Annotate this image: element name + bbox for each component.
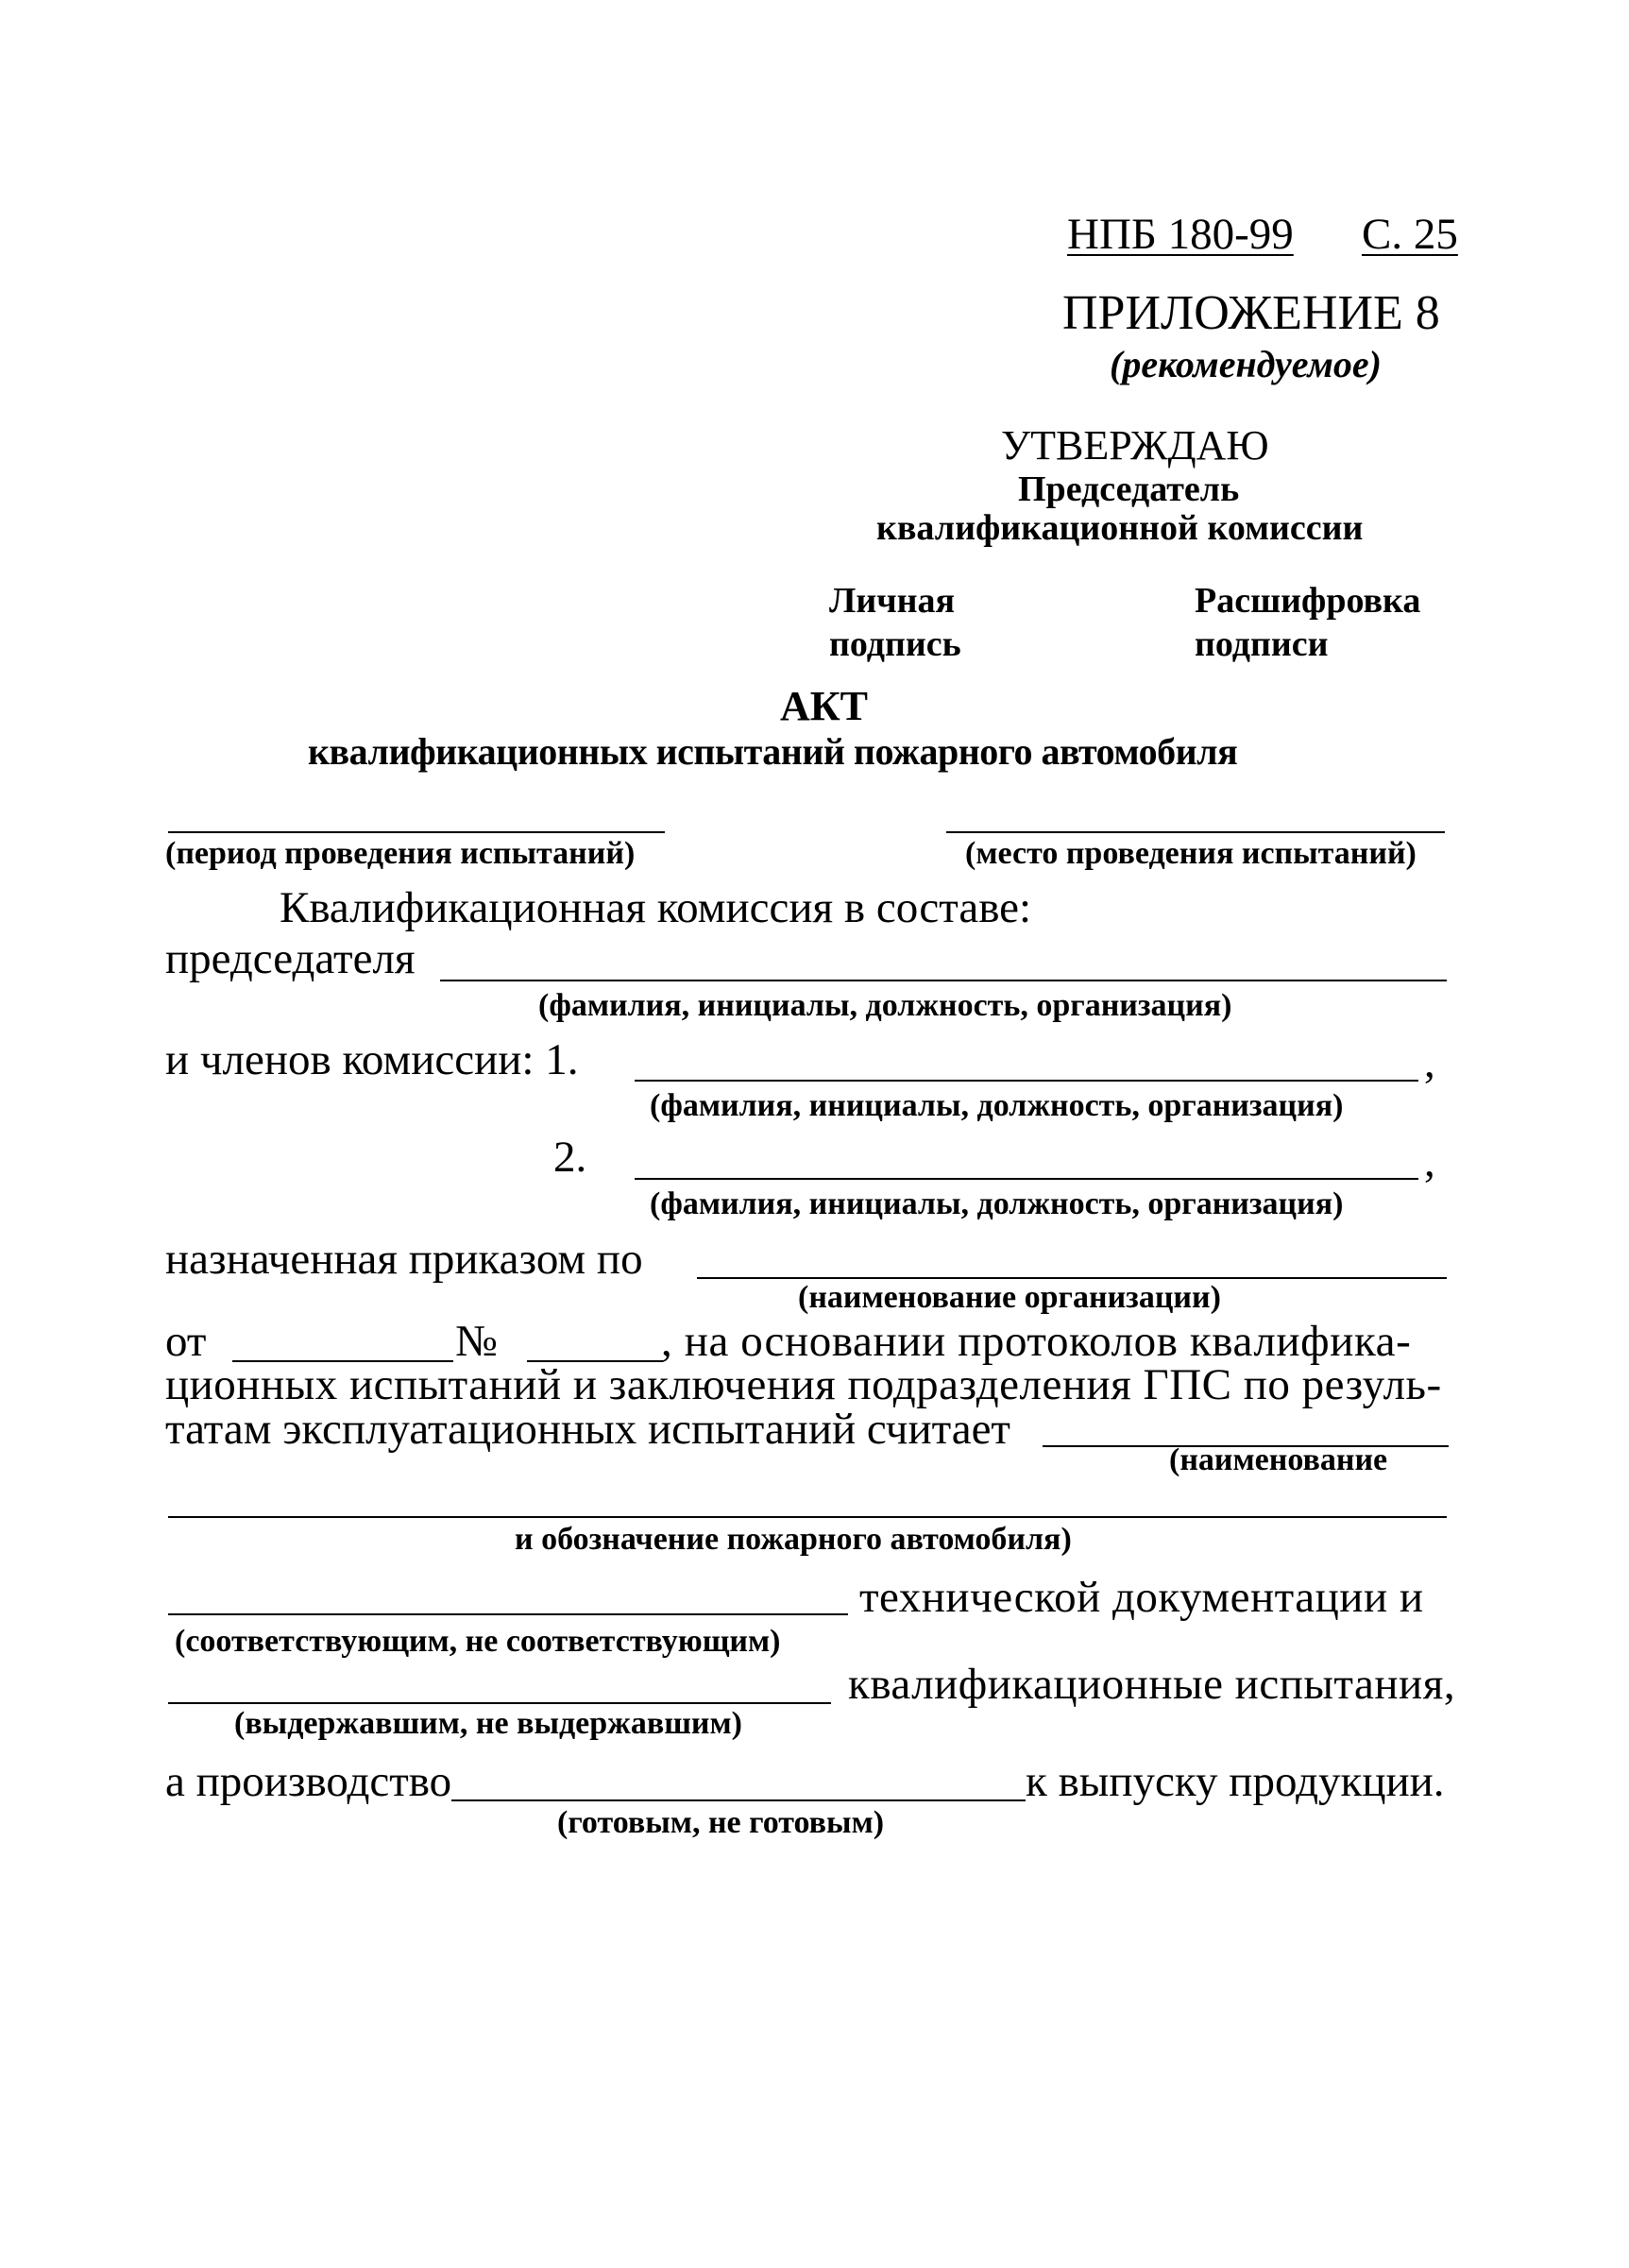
approver-role-line2: квалификационной комиссии xyxy=(876,508,1364,548)
from-label: от xyxy=(165,1317,207,1366)
chairman-field-line[interactable] xyxy=(440,980,1447,981)
member-1-field-line[interactable] xyxy=(635,1080,1418,1082)
production-label: а производство xyxy=(165,1757,452,1806)
vehicle-designation-field-line[interactable] xyxy=(168,1516,1447,1518)
number-sign: № xyxy=(455,1317,498,1366)
tech-docs-text: технической документации и xyxy=(859,1573,1424,1622)
body-line-3: татам эксплуатационных испытаний считает xyxy=(165,1405,1010,1454)
passed-field-line[interactable] xyxy=(168,1702,831,1704)
document-subtitle: квалификационных испытаний пожарного автомобиля xyxy=(308,730,1238,773)
signature-label: Личная xyxy=(829,581,956,621)
decoding-label-2: подписи xyxy=(1195,624,1329,664)
approver-role-line1: Председатель xyxy=(1018,469,1240,509)
document-title: АКТ xyxy=(779,683,869,729)
basis-text: , на основании протоколов квалифика- xyxy=(661,1317,1412,1366)
members-label: и членов комиссии: 1. xyxy=(165,1035,579,1084)
member-2-number: 2. xyxy=(553,1133,587,1182)
organization-caption: (наименование организации) xyxy=(798,1280,1221,1315)
page-number: С. 25 xyxy=(1362,210,1458,259)
organization-field-line[interactable] xyxy=(697,1277,1447,1279)
conformity-caption: (соответствующим, не соответствующим) xyxy=(175,1624,781,1659)
to-release-text: к выпуску продукции. xyxy=(1026,1757,1445,1806)
place-caption: (место проведения испытаний) xyxy=(965,836,1417,871)
naming-caption-part1: (наименование xyxy=(1169,1442,1388,1477)
period-field-line[interactable] xyxy=(168,831,665,833)
readiness-field-line[interactable] xyxy=(451,1799,1026,1801)
qual-tests-text: квалификационные испытания, xyxy=(848,1660,1456,1709)
appointed-label: назначенная приказом по xyxy=(165,1235,643,1284)
conformity-field-line[interactable] xyxy=(168,1613,848,1615)
member-2-caption: (фамилия, инициалы, должность, организация) xyxy=(650,1186,1344,1221)
body-line-2: ционных испытаний и заключения подразделения ГПС по резуль- xyxy=(165,1360,1442,1409)
member-1-comma: , xyxy=(1424,1038,1435,1087)
naming-caption-part2: и обозначение пожарного автомобиля) xyxy=(515,1522,1072,1557)
doc-number: НПБ 180-99 xyxy=(1067,210,1294,259)
commission-intro: Квалификационная комиссия в составе: xyxy=(280,883,1032,932)
chairman-label: председателя xyxy=(165,934,416,983)
appendix-title: ПРИЛОЖЕНИЕ 8 xyxy=(1062,286,1440,340)
decoding-label: Расшифровка xyxy=(1195,581,1421,621)
period-caption: (период проведения испытаний) xyxy=(165,836,636,871)
member-1-caption: (фамилия, инициалы, должность, организация) xyxy=(650,1088,1344,1123)
approve-word: УТВЕРЖДАЮ xyxy=(1001,422,1269,469)
appendix-note: (рекомендуемое) xyxy=(1110,343,1382,385)
chairman-caption: (фамилия, инициалы, должность, организация) xyxy=(538,988,1232,1023)
passed-caption: (выдержавшим, не выдержавшим) xyxy=(234,1706,742,1741)
place-field-line[interactable] xyxy=(946,831,1445,833)
member-2-field-line[interactable] xyxy=(635,1178,1418,1180)
readiness-caption: (готовым, не готовым) xyxy=(557,1805,885,1840)
signature-label-2: подпись xyxy=(829,624,961,664)
member-2-comma: , xyxy=(1424,1137,1435,1186)
